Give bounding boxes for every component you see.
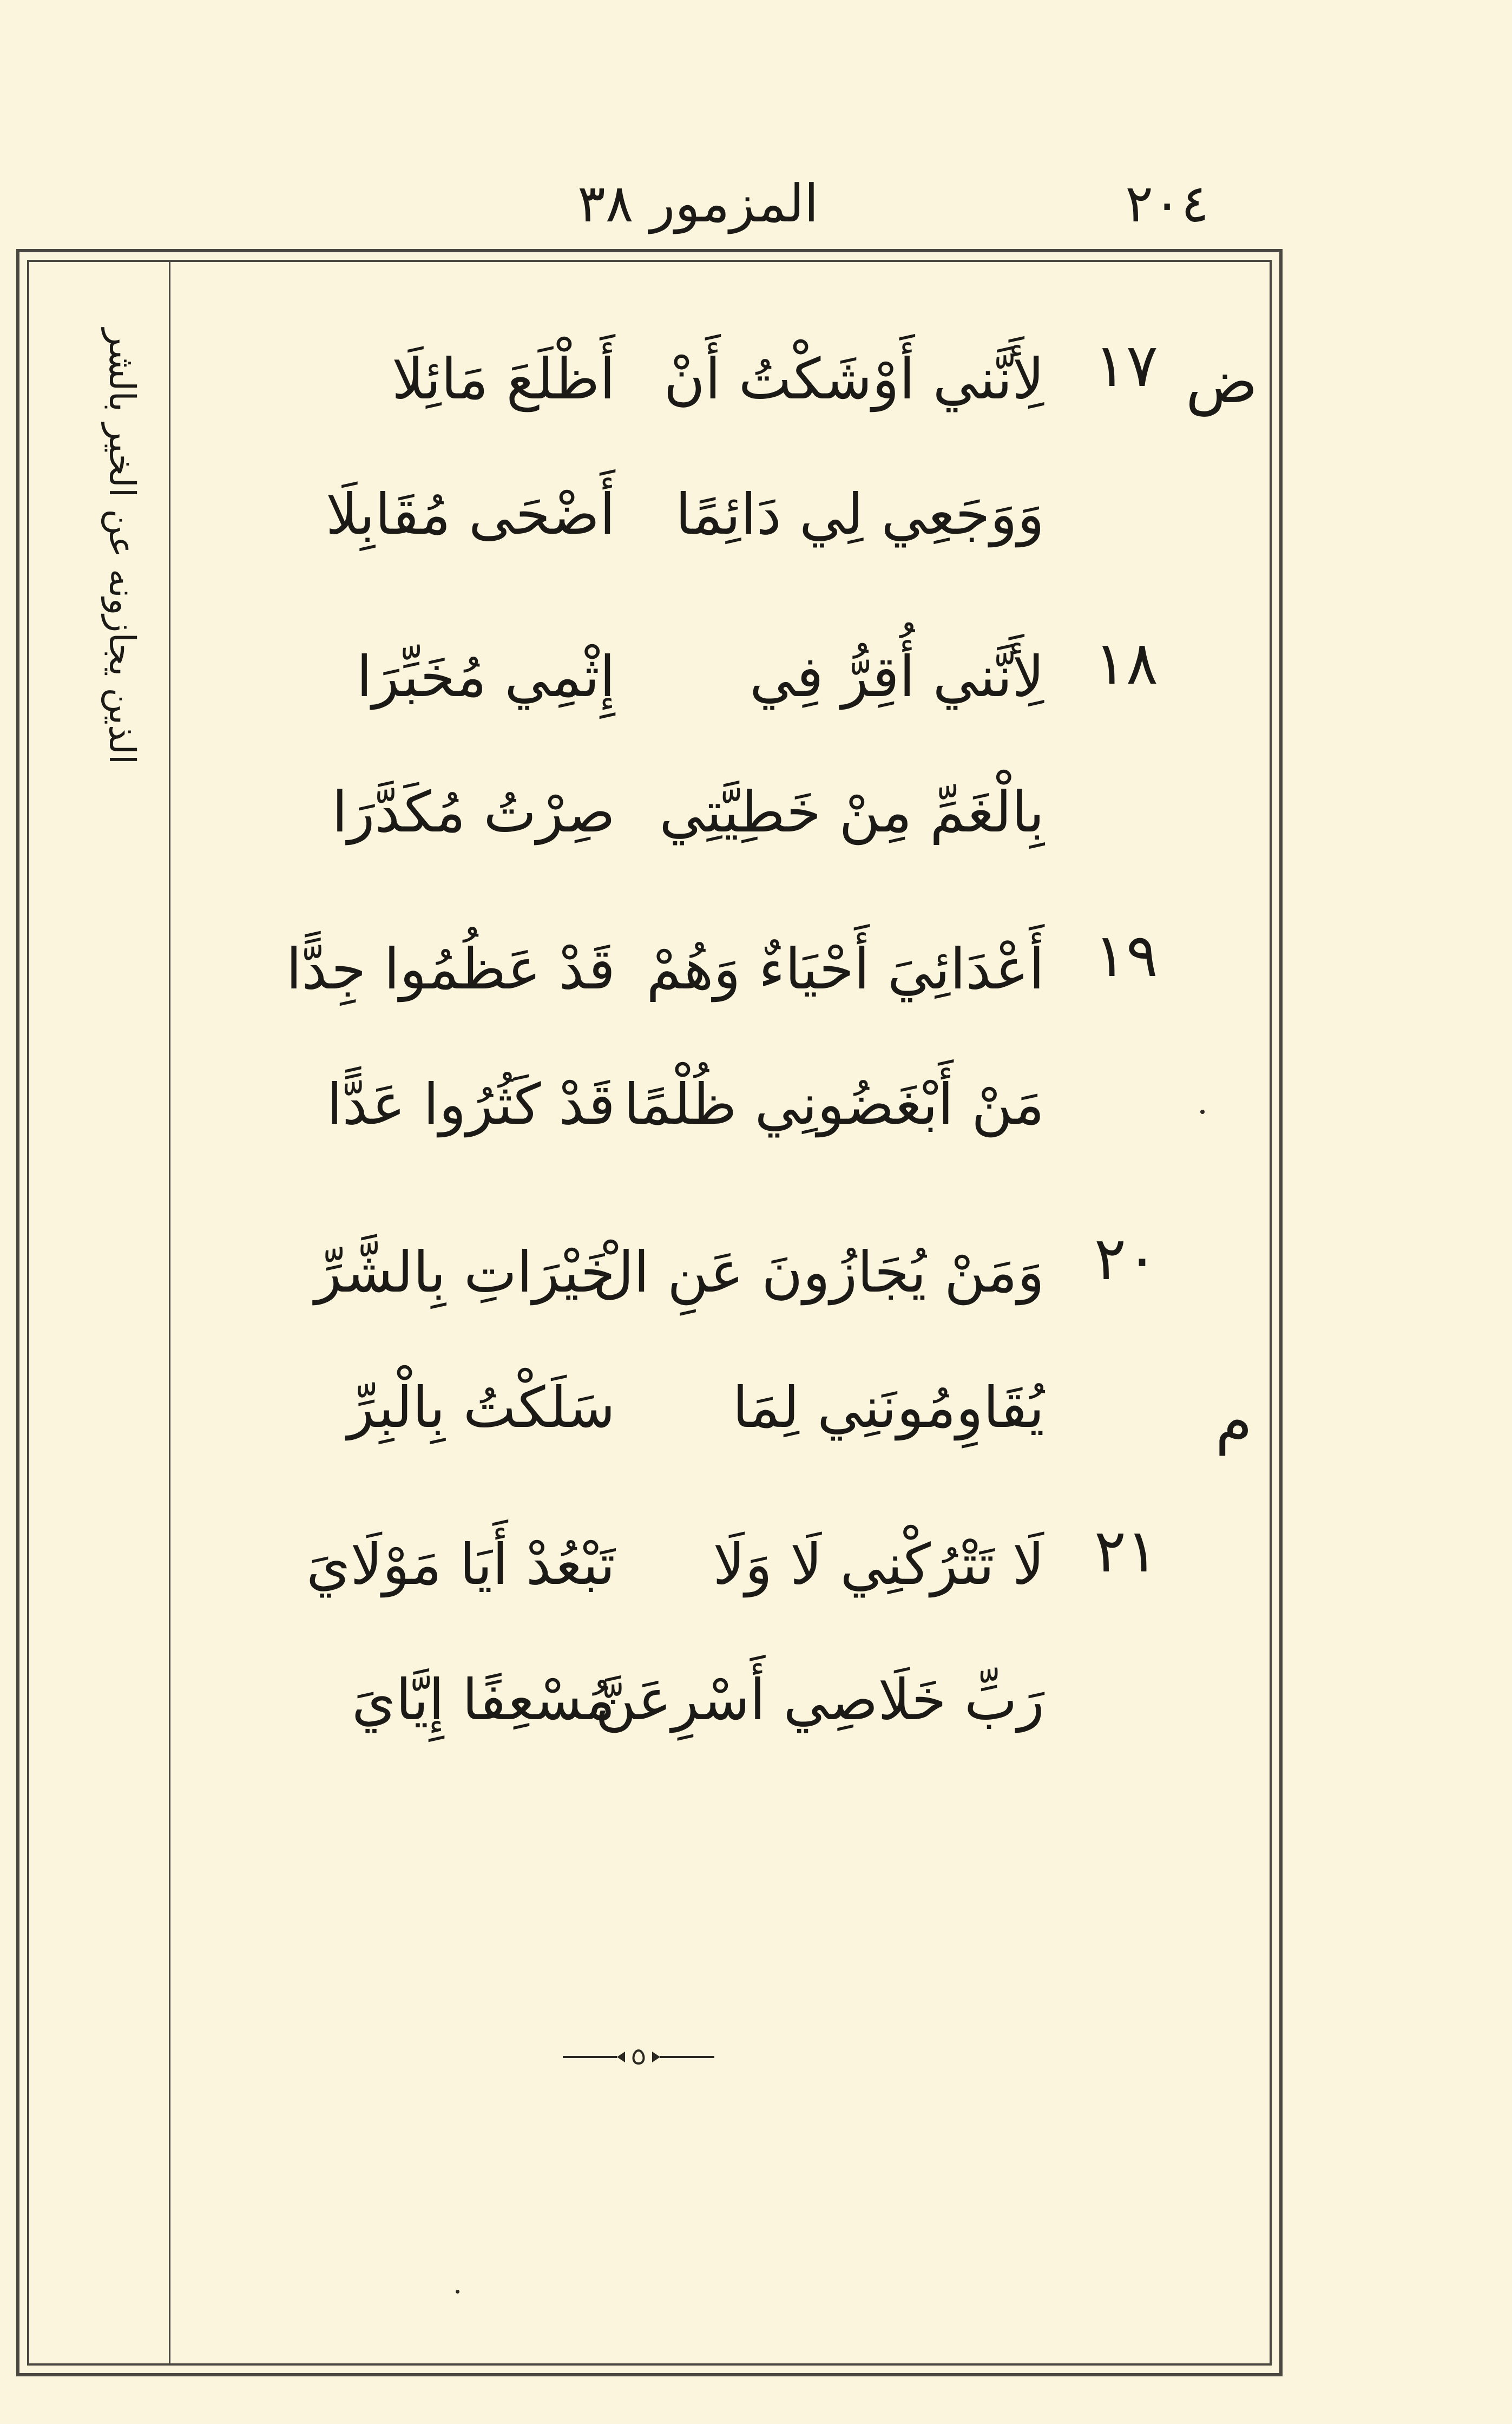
running-title: المزمور ٣٨ [577, 173, 819, 234]
verse-line [211, 1640, 1044, 1759]
page-number: ٢٠٤ [1125, 173, 1209, 234]
verse-line [211, 1213, 1044, 1332]
verse-number: ٢٠ [1094, 1224, 1158, 1293]
hemistich-second: إِثْمِي مُخَبِّرَا [356, 644, 615, 710]
stanza-20 [206, 1213, 1158, 1483]
hemistich-second: أَضْحَى مُقَابِلَا [325, 481, 615, 547]
hemistich-second: تَبْعُدْ أَيَا مَوْلَايَ [306, 1531, 615, 1597]
verse-number: ١٧ [1094, 331, 1158, 400]
verse-line [211, 455, 1044, 574]
hemistich-second: أَظْلَعَ مَائِلَا [392, 346, 615, 412]
verse-line [211, 909, 1044, 1028]
verse-line [211, 752, 1044, 872]
paper-speck [456, 2290, 459, 2294]
margin-note: الذين يجازونه عن الخير بالشر [101, 329, 143, 765]
hemistich-first: يُقَاوِمُونَنِي لِمَا [732, 1374, 1044, 1440]
ornament-divider [552, 2046, 725, 2068]
verse-line [211, 319, 1044, 438]
hemistich-first: وَوَجَعِي لِي دَائِمًا [675, 481, 1044, 547]
hemistich-first: أَعْدَائِيَ أَحْيَاءٌ وَهُمْ [646, 936, 1044, 1002]
verse-line [211, 1505, 1044, 1624]
hemistich-first: مَنْ أَبْغَضُونِي ظُلْمًا [623, 1071, 1044, 1137]
stanza-18 [206, 617, 1158, 888]
verse-number: ١٨ [1094, 628, 1158, 698]
verse-line [211, 617, 1044, 736]
stanza-19 [206, 909, 1158, 1180]
hemistich-second: قَدْ كَثُرُوا عَدًّا [326, 1071, 615, 1137]
hemistich-first: لِأَنَّني أَوْشَكْتُ أَنْ [663, 346, 1044, 412]
hemistich-second: سَلَكْتُ بِالْبِرِّ [347, 1374, 615, 1440]
hemistich-first: لِأَنَّني أُقِرُّ فِي [750, 644, 1044, 710]
hemistich-first: رَبِّ خَلَاصِي أَسْرِعَنَّ [595, 1667, 1044, 1733]
side-label-d: ض [1186, 347, 1258, 416]
hemistich-second: قَدْ عَظُمُوا جِدًّا [286, 936, 615, 1002]
stanza-21 [206, 1505, 1158, 1776]
hemistich-second: خَيْرَاتِ بِالشَّرِّ [314, 1239, 615, 1305]
hemistich-first: بِالْغَمِّ مِنْ خَطِيَّتِي [659, 779, 1044, 845]
hemistich-second: مُسْعِفًا إِيَّايَ [351, 1667, 615, 1733]
verse-line [211, 1348, 1044, 1467]
stanza-17 [206, 319, 1158, 590]
hemistich-first: وَمَنْ يُجَازُونَ عَنِ الْ [593, 1239, 1044, 1305]
paper-speck [1200, 1110, 1205, 1114]
margin-column-divider [169, 260, 170, 2366]
hemistich-second: صِرْتُ مُكَدَّرَا [332, 779, 615, 845]
verse-number: ٢١ [1094, 1516, 1158, 1586]
verse-line [211, 1045, 1044, 1164]
page-header [0, 162, 1512, 238]
side-label-m: م [1215, 1386, 1252, 1456]
verse-number: ١٩ [1094, 921, 1158, 990]
hemistich-first: لَا تَتْرُكْنِي لَا وَلَا [713, 1531, 1044, 1597]
